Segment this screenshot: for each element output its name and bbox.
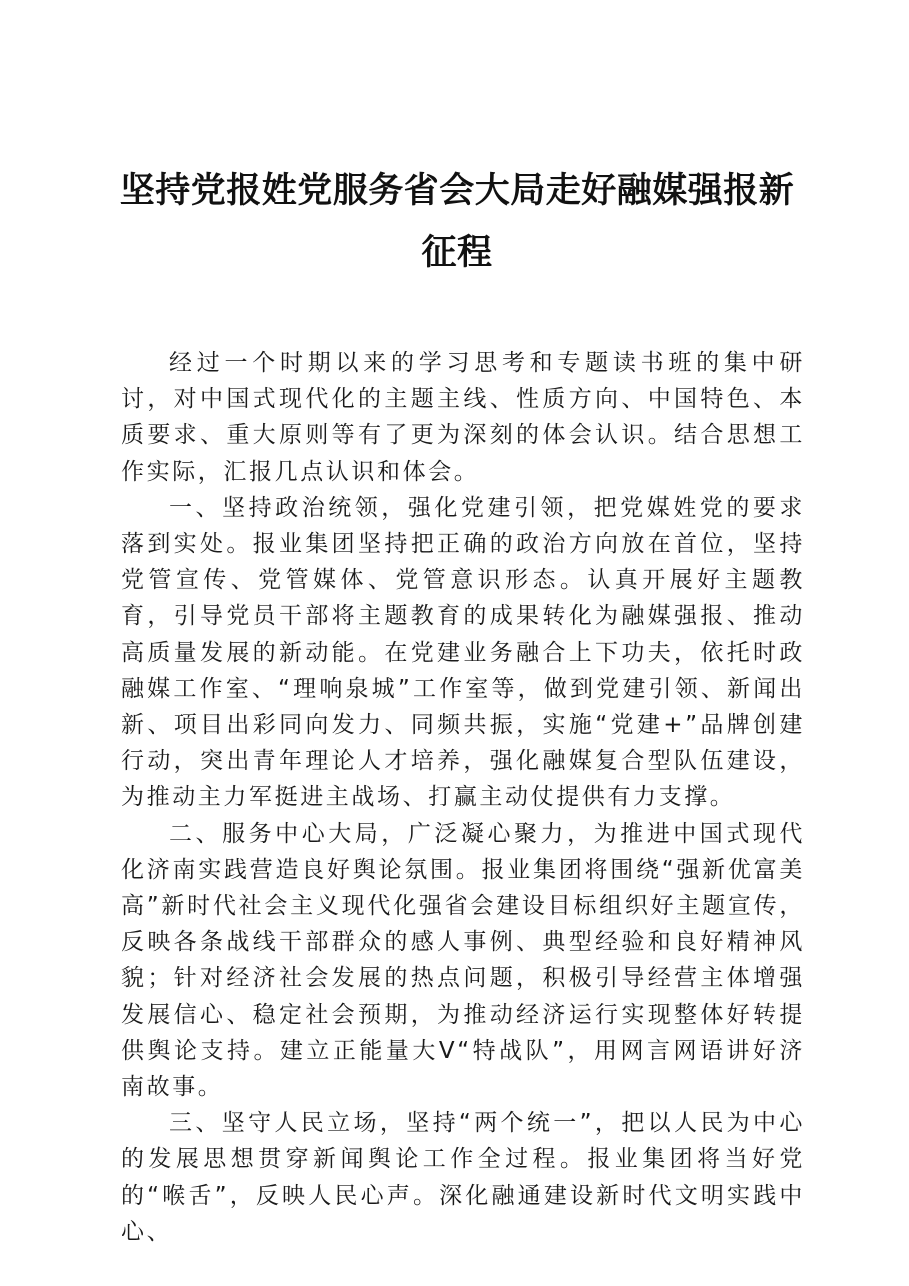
document-body (121, 345, 805, 1250)
paragraph-point-three: 三、坚守人民立场，坚持“两个统一”，把以人民为中心的发展思想贯穿新闻舆论工作全过程。报业集团将当好党的“喉舌”，反映人民心声。深化融通建设新时代文明实践中心、 (121, 1110, 805, 1245)
document-title: 坚持党报姓党服务省会大局走好融媒强报新征程 (119, 170, 795, 273)
paragraph-point-two: 二、服务中心大局，广泛凝心聚力，为推进中国式现代化济南实践营造良好舆论氛围。报业集团将围绕“强新优富美高”新时代社会主义现代化强省会建设目标组织好主题宣传，反映各条战线干部群众的感人事例、典型经验和良好精神风貌；针对经济社会发展的热点问题，积极引导经营主体增强发展信心、稳定社会预期，为推动经济运行实现整体好转提供舆论支持。建立正能量大V“特战队”，用网言网语讲好济南故事。 (121, 820, 805, 1101)
paragraph-intro: 经过一个时期以来的学习思考和专题读书班的集中研讨，对中国式现代化的主题主线、性质方向、中国特色、本质要求、重大原则等有了更为深刻的体会认识。结合思想工作实际，汇报几点认识和体会。 (121, 350, 805, 485)
paragraph-point-one: 一、坚持政治统领，强化党建引领，把党媒姓党的要求落到实处。报业集团坚持把正确的政治方向放在首位，坚持党管宣传、党管媒体、党管意识形态。认真开展好主题教育，引导党员干部将主题教育的成果转化为融媒强报、推动高质量发展的新动能。在党建业务融合上下功夫，依托时政融媒工作室、“理响泉城”工作室等，做到党建引领、新闻出新、项目出彩同向发力、同频共振，实施“党建+”品牌创建行动，突出青年理论人才培养，强化融媒复合型队伍建设，为推动主力军挺进主战场、打赢主动仗提供有力支撑。 (121, 494, 805, 811)
